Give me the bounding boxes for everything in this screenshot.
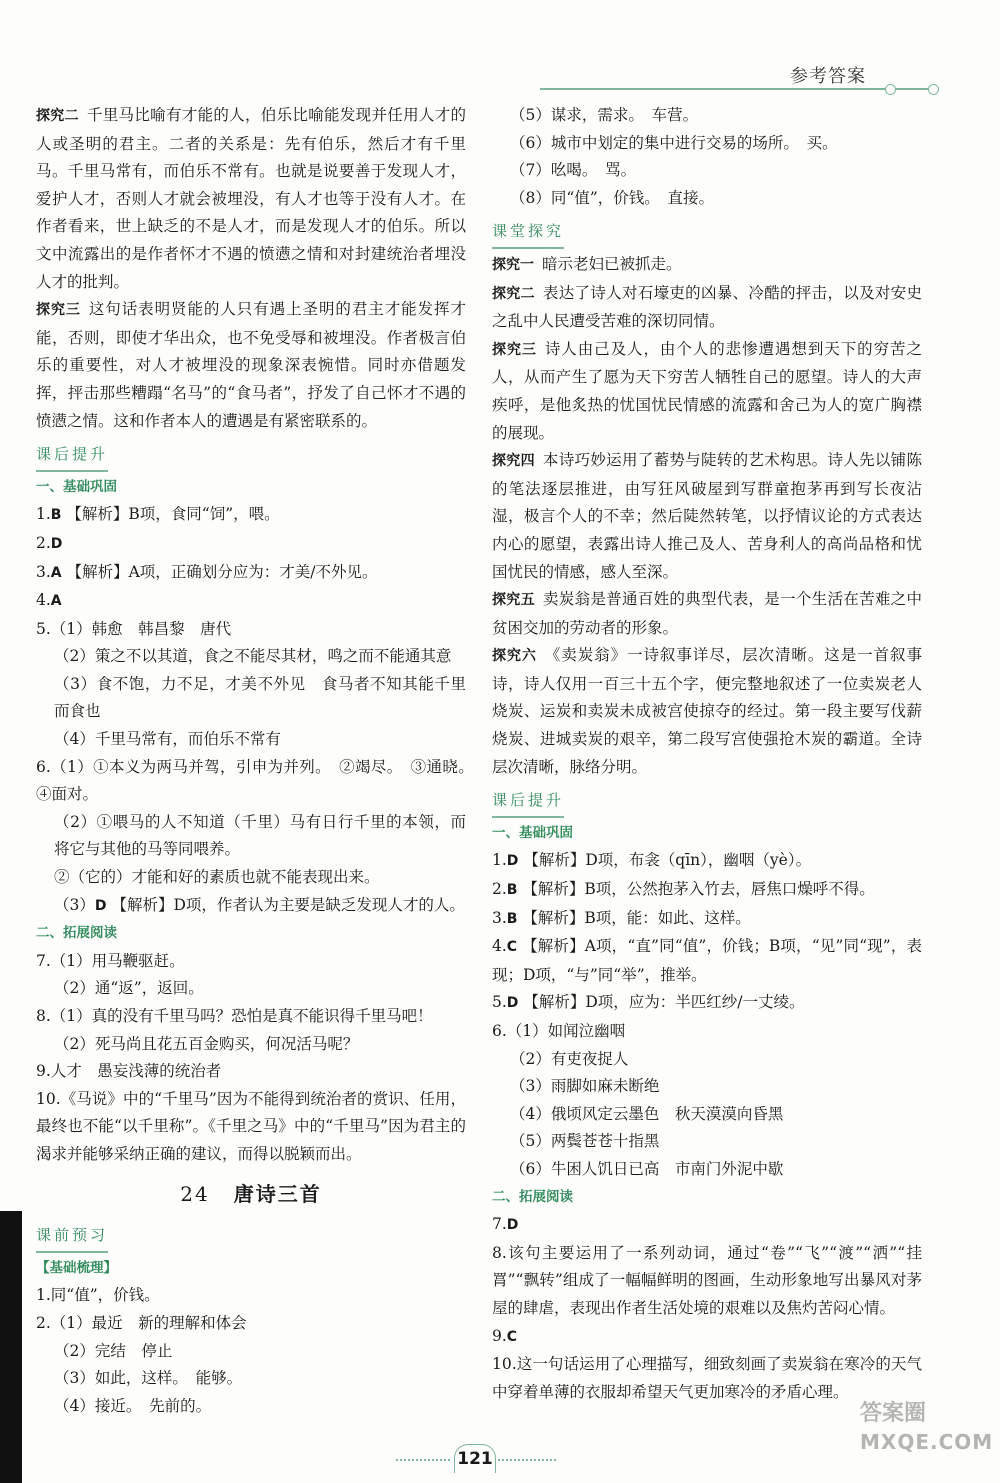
answer-line: 2.D: [36, 533, 63, 552]
watermark-logo: [860, 1400, 993, 1456]
answer-paragraph: [36, 102, 466, 296]
explore-text: 千里马比喻有才能的人，伯乐比喻能发现并任用人才的人或圣明的君主。二者的关系是：先有伯乐，然后才有千里马。千里马常有，而伯乐不常有。也就是说要善于发现人才，爱护人才，否则人才就会被埋没，有人才也等于没有人才。在作者看来，世上缺乏的不是人才，而是发现人才的伯乐。所以文中流露出的是作者怀才不遇的愤懑之情和对封建统治者埋没人才的批判。: [36, 106, 466, 291]
section-heading: 课后提升: [36, 441, 108, 472]
answer-line: 4.A: [36, 591, 62, 610]
answer-line: （2）策之不以其道，食之不能尽其材，鸣之而不能通其意: [54, 647, 452, 666]
explore-text: 这句话表明贤能的人只有遇上圣明的君主才能发挥才能，否则，即使才华出众，也不免受辱和被埋没。作者极言伯乐的重要性，对人才被埋没的现象深表惋惜。同时亦借题发挥，抨击那些糟蹋“名马”的“食马者”，抒发了自己怀才不遇的愤懑之情。这和作者本人的遭遇是有紧密联系的。: [36, 300, 466, 430]
section-heading: 课堂探究: [492, 218, 564, 249]
answer-line: 2.（1）最近 新的理解和体会: [36, 1313, 247, 1332]
lesson-name: 唐诗三首: [233, 1181, 322, 1206]
answer-line: （2）完结 停止: [54, 1341, 173, 1360]
answer-line: （4）千里马常有，而伯乐不常有: [54, 730, 281, 749]
answer-line: （4）接近。 先前的。: [54, 1396, 212, 1415]
answer-paragraph: 探究六 《卖炭翁》一诗叙事详尽，层次清晰。这是一首叙事诗，诗人仅用一百三十五个字，便完整地叙述了一位卖炭老人烧炭、运炭和卖炭未成被宫使掠夺的经过。第一段主要写伐薪烧炭、进城卖炭的艰辛，第二段写宫使强抢木炭的霸道。全诗层次清晰，脉络分明。: [492, 646, 922, 776]
page-edge-bar: [0, 1211, 22, 1483]
answer-line: 5.D 【解析】D项，应为：半匹红纱/一丈绫。: [492, 993, 805, 1012]
subsection-heading: 一、基础巩固: [36, 478, 117, 495]
header-title: 参考答案: [790, 66, 866, 87]
answer-line: （2）有吏夜捉人: [510, 1049, 629, 1068]
answer-line: 10.这一句话运用了心理描写，细致刻画了卖炭翁在寒冷的天气中穿着单薄的衣服却希望天气更加寒冷的矛盾心理。: [492, 1355, 922, 1401]
answer-line: （3）食不饱，力不足，才美不外见 食马者不知其能千里而食也: [54, 674, 466, 721]
answer-line: （3）雨脚如麻未断绝: [510, 1077, 660, 1096]
footer-rule: [396, 1459, 450, 1463]
answer-line: （2）死马尚且花五百金购买，何况活马呢？: [54, 1034, 359, 1053]
answer-line: 4.C 【解析】A项，“直”同“值”，价钱；B项，“见”同“现”，表现；D项，“与”同“举”，推举。: [492, 937, 922, 984]
answer-line: 5.（1）韩愈 韩昌黎 唐代: [36, 619, 232, 638]
answer-line: 7.（1）用马鞭驱赶。: [36, 951, 185, 970]
answer-line: （7）吆喝。 骂。: [510, 161, 637, 180]
subsection-heading: 【基础梳理】: [36, 1259, 117, 1276]
answer-line: 9.C: [492, 1326, 518, 1345]
answer-paragraph: 探究二 表达了诗人对石壕吏的凶暴、冷酷的抨击，以及对安史之乱中人民遭受苦难的深切同情。: [492, 283, 922, 331]
lesson-number: 24: [180, 1181, 210, 1206]
left-column: [36, 102, 482, 1420]
answer-line: 6.（1）如闻泣幽咽: [492, 1022, 626, 1040]
subsection-heading: 二、拓展阅读: [36, 925, 117, 942]
page-number: 121: [454, 1444, 496, 1473]
answer-line: 8.（1）真的没有千里马吗？恐怕是真不能识得千里马吧！: [36, 1007, 433, 1025]
answer-line: 10.《马说》中的“千里马”因为不能得到统治者的赏识、任用，最终也不能“以千里称”。《千里之马》中的“千里马”因为君主的渴求并能够采纳正确的建议，而得以脱颖而出。: [36, 1089, 466, 1163]
answer-line: 6.（1）①本义为两马并驾，引申为并列。 ②竭尽。 ③通晓。 ④面对。: [36, 757, 482, 804]
answer-line: 8.该句主要运用了一系列动词，通过“卷”“飞”“渡”“洒”“挂罥”“飘转”组成了一幅幅鲜明的图画，生动形象地写出暴风对茅屋的肆虐，表现出作者生活处境的艰难以及焦灼苦闷心情。: [492, 1243, 922, 1317]
answer-line: 1.同“值”，价钱。: [36, 1286, 160, 1305]
answer-line: 2.B 【解析】B项，公然抱茅入竹去，唇焦口燥呼不得。: [492, 880, 875, 899]
answer-line: （5）两鬓苍苍十指黑: [510, 1132, 660, 1151]
answer-line: ②（它的）才能和好的素质也就不能表现出来。: [54, 868, 380, 887]
answer-line: 7.D: [492, 1215, 519, 1234]
answer-line: （6）城市中划定的集中进行交易的场所。 买。: [510, 133, 838, 152]
section-heading: 课后提升: [492, 787, 564, 818]
explore-label: 探究二: [36, 108, 79, 124]
header-rule: [540, 88, 930, 90]
watermark-url: MXQE.COM: [860, 1430, 994, 1454]
answer-line: （5）谋求，需求。 车营。: [510, 106, 699, 124]
answer-line: （4）俄顷风定云墨色 秋天漠漠向昏黑: [510, 1104, 784, 1123]
answer-line: 1.B 【解析】B项，食同“饲”，喂。: [36, 505, 280, 524]
header-ornament: [885, 84, 896, 95]
answer-line: （2）①喂马的人不知道（千里）马有日行千里的本领，而将它与其他的马等同喂养。: [54, 812, 466, 859]
subsection-heading: 一、基础巩固: [492, 824, 573, 841]
answer-line: （3）如此，这样。 能够。: [54, 1369, 243, 1388]
answer-line: 3.B 【解析】B项，能：如此、这样。: [492, 908, 751, 927]
section-heading: 课前预习: [36, 1222, 108, 1253]
answer-line: 1.D 【解析】D项，布衾（qīn），幽咽（yè）。: [492, 851, 812, 870]
subsection-heading: 二、拓展阅读: [492, 1188, 573, 1205]
answer-line: 3.A 【解析】A项，正确划分应为：才美/不外见。: [36, 562, 378, 581]
lesson-title: [36, 1181, 466, 1209]
answer-line: （6）牛困人饥日已高 市南门外泥中歇: [510, 1159, 784, 1178]
answer-paragraph: 探究三 诗人由己及人，由个人的悲惨遭遇想到天下的穷苦之人，从而产生了愿为天下穷苦人牺牲自己的愿望。诗人的大声疾呼，是他炙热的忧国忧民情感的流露和舍己为人的宽广胸襟的展现。: [492, 339, 922, 442]
answer-line: （3）D 【解析】D项，作者认为主要是缺乏发现人才的人。: [54, 895, 465, 914]
answer-paragraph: [36, 296, 466, 435]
answer-line: （8）同“值”，价钱。 直接。: [510, 188, 714, 207]
right-column: [492, 102, 922, 1406]
footer-rule: [498, 1459, 556, 1463]
answer-paragraph: 探究四 本诗巧妙运用了蓄势与陡转的艺术构思。诗人先以铺陈的笔法逐层推进，由写狂风破屋到写群童抱茅再到写长夜沾湿，极言个人的不幸；然后陡然转笔，以抒情议论的方式表达内心的愿望，表露出诗人推己及人、苦身利人的高尚品格和忧国忧民的情感，感人至深。: [492, 451, 922, 581]
header-ornament: [928, 84, 939, 95]
answer-paragraph: 探究五 卖炭翁是普通百姓的典型代表，是一个生活在苦难之中贫困交加的劳动者的形象。: [492, 590, 922, 637]
answer-line: 9.人才 愚妄浅薄的统治者: [36, 1062, 222, 1081]
answer-line: （2）通“返”，返回。: [54, 979, 204, 998]
watermark-text: 答案圈: [860, 1401, 927, 1426]
explore-label: 探究三: [36, 302, 81, 319]
answer-paragraph: 探究一 暗示老妇已被抓走。: [492, 254, 682, 273]
